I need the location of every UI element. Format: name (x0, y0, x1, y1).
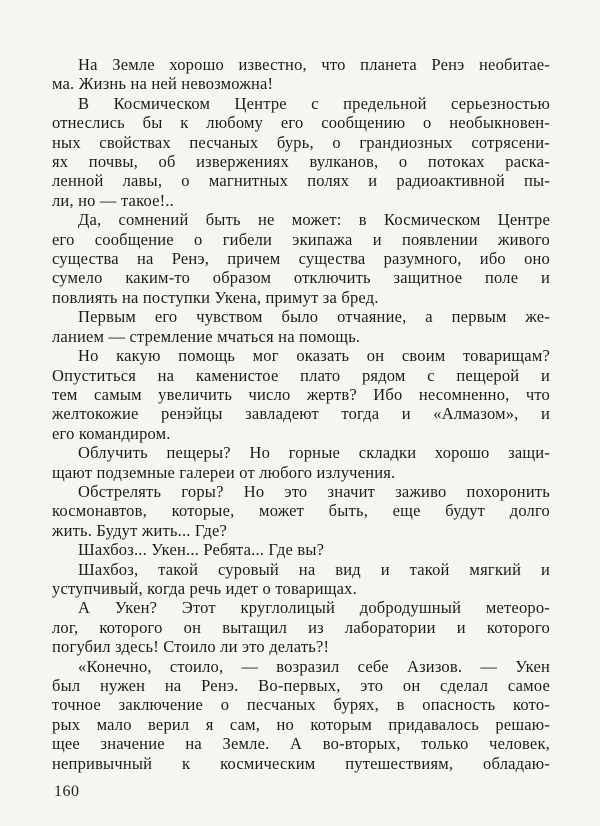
text-line: В Космическом Центре с предельной серьезностью (78, 93, 550, 113)
text-line: рых мало верил я сам, но которым придавалось решаю- (52, 714, 550, 734)
text-line: щее значение на Земле. А во-вторых, только человек, (52, 734, 550, 754)
page-number: 160 (54, 783, 80, 800)
text-line: Да, сомнений быть не может: в Космическом Центре (78, 210, 550, 230)
text-line: ях почвы, об извержениях вулканов, о потоках раска- (52, 152, 550, 172)
text-line: Обстрелять горы? Но это значит заживо похоронить (78, 481, 550, 501)
text-line: Опуститься на каменистое плато рядом с пещерой и (52, 365, 550, 385)
text-line: Шахбоз... Укен... Ребята... Где вы? (78, 540, 325, 560)
text-line: тем самым увеличить число жертв? Ибо несомненно, что (52, 384, 550, 404)
text-line: ма. Жизнь на ней невозможна! (52, 74, 274, 94)
text-line: его командиром. (52, 423, 171, 443)
text-line: На Земле хорошо известно, что планета Ренэ необитае- (78, 55, 550, 74)
text-line: повлиять на поступки Укена, примут за бред. (52, 287, 379, 307)
text-line: непривычный к космическим путешествиям, обладаю- (52, 753, 550, 773)
text-line: ных свойствах песчаных бурь, о грандиозных сотрясени- (52, 132, 550, 152)
text-line: Облучить пещеры? Но горные складки хорошо защи- (78, 443, 550, 463)
text-line: желтокожие ренэйцы завладеют тогда и «Алмазом», и (52, 404, 550, 424)
text-line: щают подземные галереи от любого излучения. (52, 462, 396, 482)
text-line: отнеслись бы к любому его сообщению о необыкновен- (52, 113, 550, 133)
body-text (52, 55, 550, 773)
text-line: существа на Ренэ, причем существа разумного, ибо оно (52, 249, 550, 269)
text-line: ланием — стремление мчаться на помощь. (52, 326, 361, 346)
text-line: космонавтов, которые, может быть, еще будут долго (52, 501, 550, 521)
text-line: погубил здесь! Стоило ли это делать?! (52, 637, 330, 657)
text-line: точное заключение о песчаных бурях, в опасность кото- (52, 695, 550, 715)
text-line: Шахбоз, такой суровый на вид и такой мягкий и (78, 559, 550, 579)
text-line: Но какую помощь мог оказать он своим товарищам? (78, 346, 550, 366)
text-line: его сообщение о гибели экипажа и появлении живого (52, 229, 550, 249)
text-line: А Укен? Этот круглолицый добродушный метеоро- (78, 598, 550, 618)
text-line: ли, но — такое!.. (52, 190, 174, 210)
text-line: Первым его чувством было отчаяние, а первым же- (78, 307, 550, 327)
text-line: был нужен на Ренэ. Во-первых, это он сделал самое (52, 676, 550, 695)
text-line: ленной лавы, о магнитных полях и радиоактивной пы- (52, 171, 550, 191)
text-line: жить. Будут жить... Где? (52, 520, 228, 540)
text-line: лог, которого он вытащил из лаборатории и которого (52, 617, 550, 637)
text-line: «Конечно, стоило, — возразил себе Азизов. — Укен (78, 656, 550, 676)
text-line: уступчивый, когда речь идет о товарищах. (52, 578, 357, 598)
text-line: сумело каким-то образом отключить защитное поле и (52, 268, 550, 288)
